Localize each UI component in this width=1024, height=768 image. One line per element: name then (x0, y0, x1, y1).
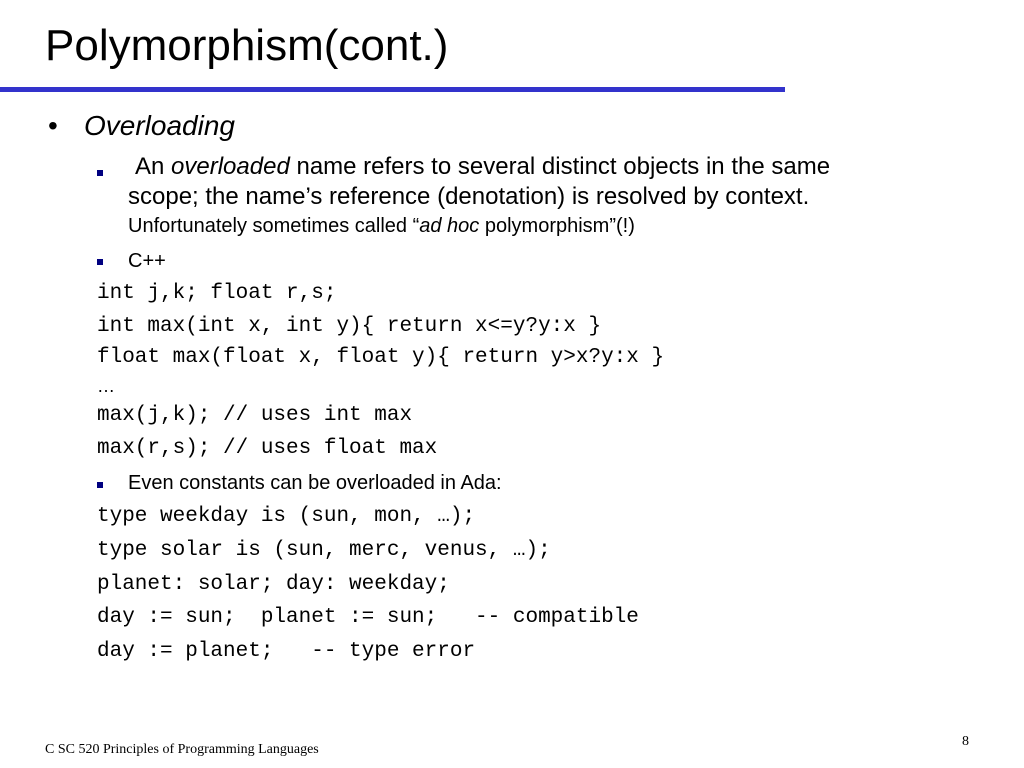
sub1-line3-em: ad hoc (419, 215, 480, 237)
code-line: max(r,s); // uses float max (97, 437, 438, 460)
square-bullet-icon (97, 259, 103, 265)
code-line: day := planet; -- type error (97, 640, 476, 663)
sub1-pre: An (135, 153, 172, 180)
square-bullet-icon (97, 482, 103, 488)
sub-bullet-ada: Even constants can be overloaded in Ada: (128, 472, 502, 494)
code-line: day := sun; planet := sun; -- compatible (97, 606, 639, 629)
code-line: type solar is (sun, merc, venus, …); (97, 539, 551, 562)
main-bullet-text: Overloading (84, 110, 235, 141)
sub1-line3-pre: Unfortunately sometimes called “ (128, 215, 420, 237)
code-line: int max(int x, int y){ return x<=y?y:x } (97, 315, 602, 338)
sub-bullet-cpp: C++ (128, 250, 166, 272)
page-number: 8 (962, 734, 969, 749)
sub1-line3-post: polymorphism”(!) (479, 215, 635, 237)
footer-course: C SC 520 Principles of Programming Languages (45, 742, 319, 757)
code-line: planet: solar; day: weekday; (97, 573, 450, 596)
sub-bullet-overloading-line1 (135, 152, 830, 182)
sub-bullet-overloading-line2: scope; the name’s reference (denotation) is resolved by context. (128, 183, 810, 210)
title-underline (0, 87, 785, 92)
bullet-dot-icon: • (48, 110, 58, 141)
sub1-post: name refers to several distinct objects in the same (289, 153, 831, 180)
code-line: float max(float x, float y){ return y>x?y:x } (97, 346, 665, 369)
sub1-em: overloaded (171, 153, 290, 180)
code-line: max(j,k); // uses int max (97, 404, 413, 427)
code-line: int j,k; float r,s; (97, 282, 337, 305)
slide-title: Polymorphism(cont.) (45, 21, 449, 70)
sub-bullet-overloading-line3 (128, 213, 635, 239)
square-bullet-icon (97, 170, 103, 176)
code-ellipsis: … (97, 376, 115, 396)
code-line: type weekday is (sun, mon, …); (97, 505, 476, 528)
